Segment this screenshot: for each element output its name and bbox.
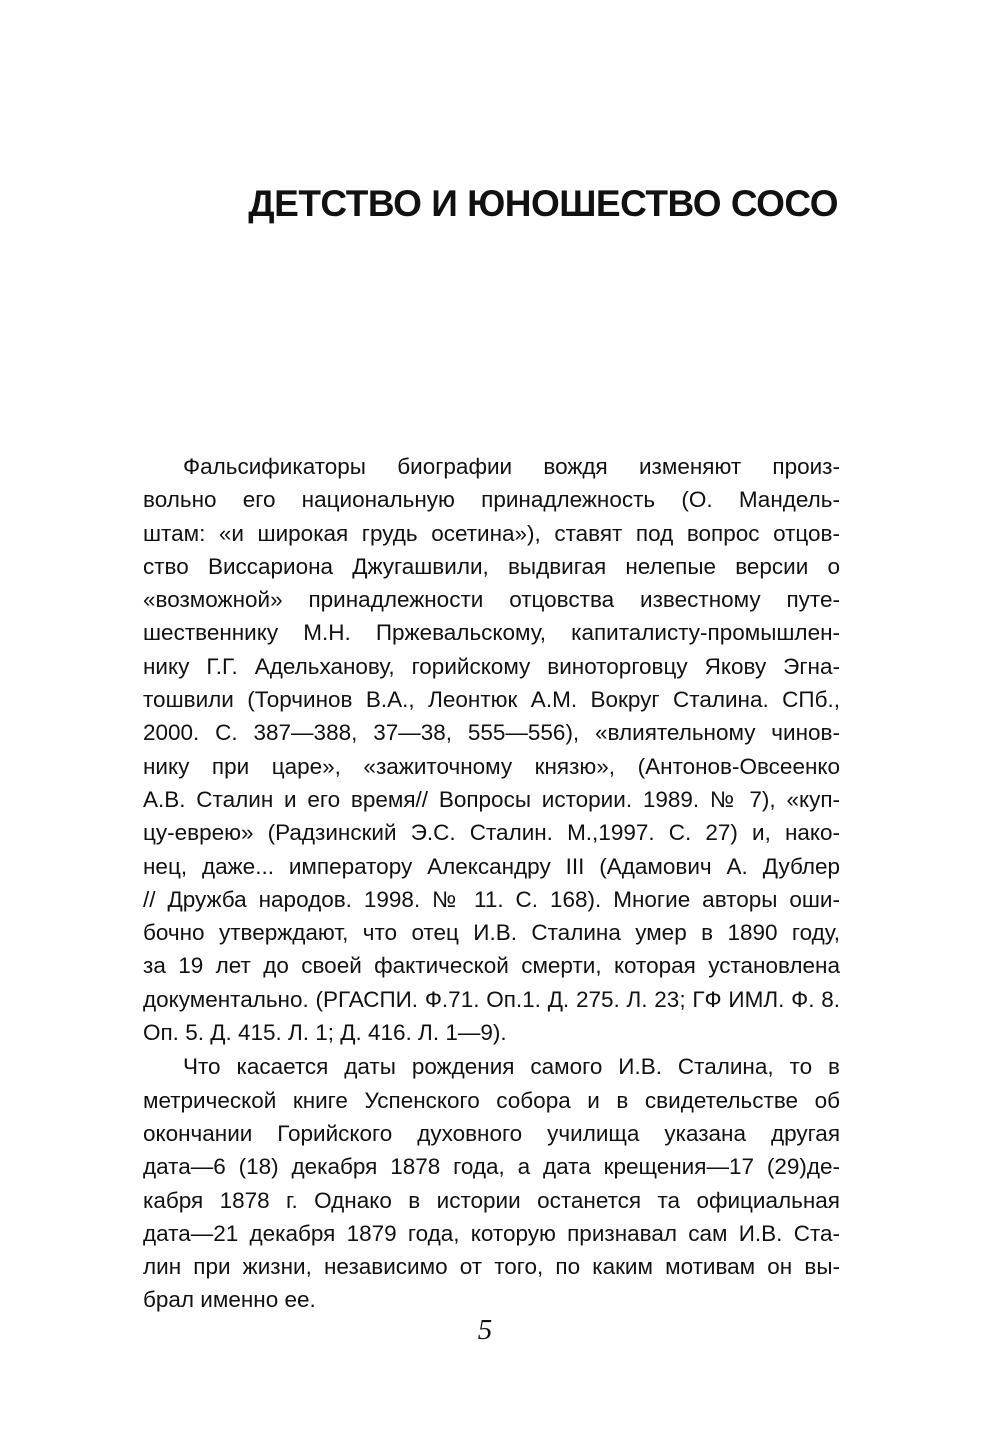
body-text	[143, 450, 840, 1317]
text-line: «возможной» принадлежности отцовства известному путе-	[143, 587, 840, 613]
text-line: окончании Горийского духовного училища указана другая	[143, 1120, 840, 1146]
text-line: документально. (РГАСПИ. Ф.71. Оп.1. Д. 275. Л. 23; ГФ ИМЛ. Ф. 8.	[143, 986, 840, 1012]
paragraph-1	[143, 450, 840, 1049]
text-line: за 19 лет до своей фактической смерти, которая установлена	[143, 953, 840, 979]
text-line: дата—21 декабря 1879 года, которую признавал сам И.В. Ста-	[143, 1220, 840, 1246]
text-line: брал именно ее.	[143, 1287, 316, 1313]
text-line: дата—6 (18) декабря 1878 года, а дата крещения—17 (29)де-	[143, 1154, 840, 1180]
text-line: // Дружба народов. 1998. № 11. С. 168). Многие авторы оши-	[143, 886, 840, 912]
text-line: тошвили (Торчинов В.А., Леонтюк А.М. Вокруг Сталина. СПб.,	[143, 687, 840, 713]
text-line: Что касается даты рождения самого И.В. Сталина, то в	[183, 1054, 840, 1080]
text-line: лин при жизни, независимо от того, по каким мотивам он вы-	[143, 1254, 840, 1280]
chapter-title: ДЕТСТВО И ЮНОШЕСТВО СОСО	[248, 183, 838, 224]
text-line: 2000. С. 387—388, 37—38, 555—556), «влиятельному чинов-	[143, 720, 840, 746]
text-line: нику при царе», «зажиточному князю», (Антонов-Овсеенко	[143, 753, 840, 779]
text-line: цу-еврею» (Радзинский Э.С. Сталин. М.,1997. С. 27) и, нако-	[143, 820, 840, 846]
text-line: Фальсификаторы биографии вождя изменяют произ-	[183, 454, 840, 479]
text-line: шественнику М.Н. Пржевальскому, капиталисту-промышлен-	[143, 620, 840, 646]
text-line: А.В. Сталин и его время// Вопросы истории. 1989. № 7), «куп-	[143, 786, 840, 812]
text-line: метрической книге Успенского собора и в свидетельстве об	[143, 1087, 840, 1113]
text-line: нец, даже... императору Александру III (Адамович А. Дублер	[143, 853, 840, 879]
text-line: штам: «и широкая грудь осетина»), ставят под вопрос отцов-	[143, 520, 840, 546]
text-line: нику Г.Г. Адельханову, горийскому виноторговцу Якову Эгна-	[143, 653, 840, 679]
text-line: кабря 1878 г. Однако в истории останется та официальная	[143, 1187, 840, 1213]
text-line: ство Виссариона Джугашвили, выдвигая нелепые версии о	[143, 553, 840, 579]
text-line: вольно его национальную принадлежность (О. Мандель-	[143, 487, 840, 513]
paragraph-2	[143, 1050, 840, 1316]
text-line: Оп. 5. Д. 415. Л. 1; Д. 416. Л. 1—9).	[143, 1020, 507, 1046]
page-number: 5	[477, 1314, 493, 1346]
text-line: бочно утверждают, что отец И.В. Сталина умер в 1890 году,	[143, 920, 840, 946]
